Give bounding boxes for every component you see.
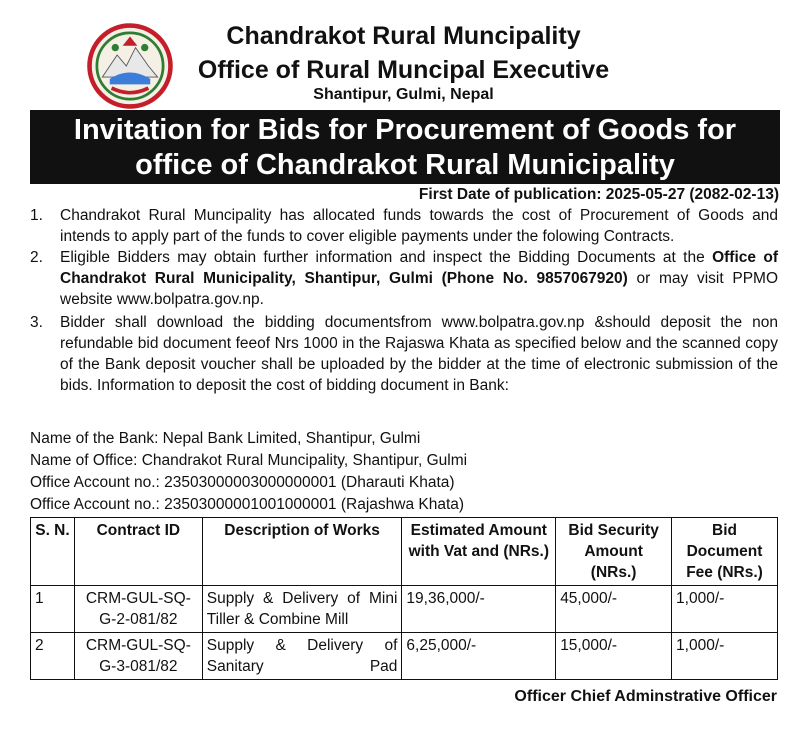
bank-info (30, 428, 467, 516)
contracts-table (30, 517, 778, 680)
header-description: Description of Works (202, 518, 402, 586)
cell-description: Supply & Delivery of Sanitary Pad (202, 633, 402, 680)
account-1: Office Account no.: 23503000003000000001 (Dharauti Khata) (30, 474, 455, 491)
office-contact: Office of Chandrakot Rural Municipality, Shantipur, Gulmi (Phone No. 9857067920) (60, 249, 778, 287)
cell-sn: 2 (31, 633, 75, 680)
cell-bid-security: 15,000/- (556, 633, 672, 680)
list-item (30, 205, 778, 247)
office-name: Office of Rural Muncipal Executive (197, 56, 610, 84)
signatory: Officer Chief Adminstrative Officer (514, 688, 777, 705)
cell-contract-id: CRM-GUL-SQ-G-2-081/82 (74, 586, 202, 633)
cell-bid-security: 45,000/- (556, 586, 672, 633)
item-text: Bidder shall download the bidding documentsfrom www.bolpatra.gov.np &should deposit the non refundable bid document feeof Nrs 1000 in the Rajaswa Khata as specified below and the scanned copy of the Bank deposit voucher shall be uploaded by the bidder at the time of electronic submission of the bids. Information to deposit the cost of bidding document in Bank: (60, 314, 778, 394)
cell-contract-id: CRM-GUL-SQ-G-3-081/82 (74, 633, 202, 680)
item-text-b: or may visit PPMO website www.bolpatra.gov.np. (60, 270, 778, 308)
account-2: Office Account no.: 23503000001001000001 (Rajashwa Khata) (30, 496, 465, 513)
cell-document-fee: 1,000/- (672, 633, 778, 680)
org-name: Chandrakot Rural Muncipality (226, 22, 581, 50)
banner-line-2: office of Chandrakot Rural Municipality (135, 149, 675, 181)
table-row (31, 586, 778, 633)
notice-items (30, 205, 778, 396)
header-bid-security: Bid Security Amount (NRs.) (556, 518, 672, 586)
publication-date: First Date of publication: 2025-05-27 (2082-02-13) (418, 186, 779, 203)
cell-estimated-amount: 6,25,000/- (402, 633, 556, 680)
table-header-row (31, 518, 778, 586)
bank-office-name: Name of Office: Chandrakot Rural Muncipality, Shantipur, Gulmi (30, 452, 468, 469)
title-banner (30, 110, 780, 184)
address: Shantipur, Gulmi, Nepal (313, 86, 494, 103)
header-estimated-amount: Estimated Amount with Vat and (NRs.) (402, 518, 556, 586)
table-row (31, 633, 778, 680)
cell-description: Supply & Delivery of Mini Tiller & Combine Mill (202, 586, 402, 633)
cell-document-fee: 1,000/- (672, 586, 778, 633)
cell-sn: 1 (31, 586, 75, 633)
item-number: 1. (30, 207, 43, 224)
item-text: Chandrakot Rural Muncipality has allocated funds towards the cost of Procurement of Goods and intends to apply part of the funds to cover eligible payments under the folowing Contracts. (60, 207, 778, 245)
list-item (30, 312, 778, 396)
header-sn: S. N. (31, 518, 75, 586)
item-number: 2. (30, 249, 43, 266)
item-text (60, 247, 778, 310)
bank-name: Name of the Bank: Nepal Bank Limited, Shantipur, Gulmi (30, 430, 421, 447)
item-text-a: Eligible Bidders may obtain further information and inspect the Bidding Documents at the (60, 249, 705, 266)
header-document-fee: Bid Document Fee (NRs.) (672, 518, 778, 586)
banner-line-1: Invitation for Bids for Procurement of Goods for (73, 114, 737, 146)
list-item (30, 247, 778, 310)
cell-estimated-amount: 19,36,000/- (402, 586, 556, 633)
header (0, 0, 807, 108)
item-number: 3. (30, 314, 43, 331)
header-contract-id: Contract ID (74, 518, 202, 586)
